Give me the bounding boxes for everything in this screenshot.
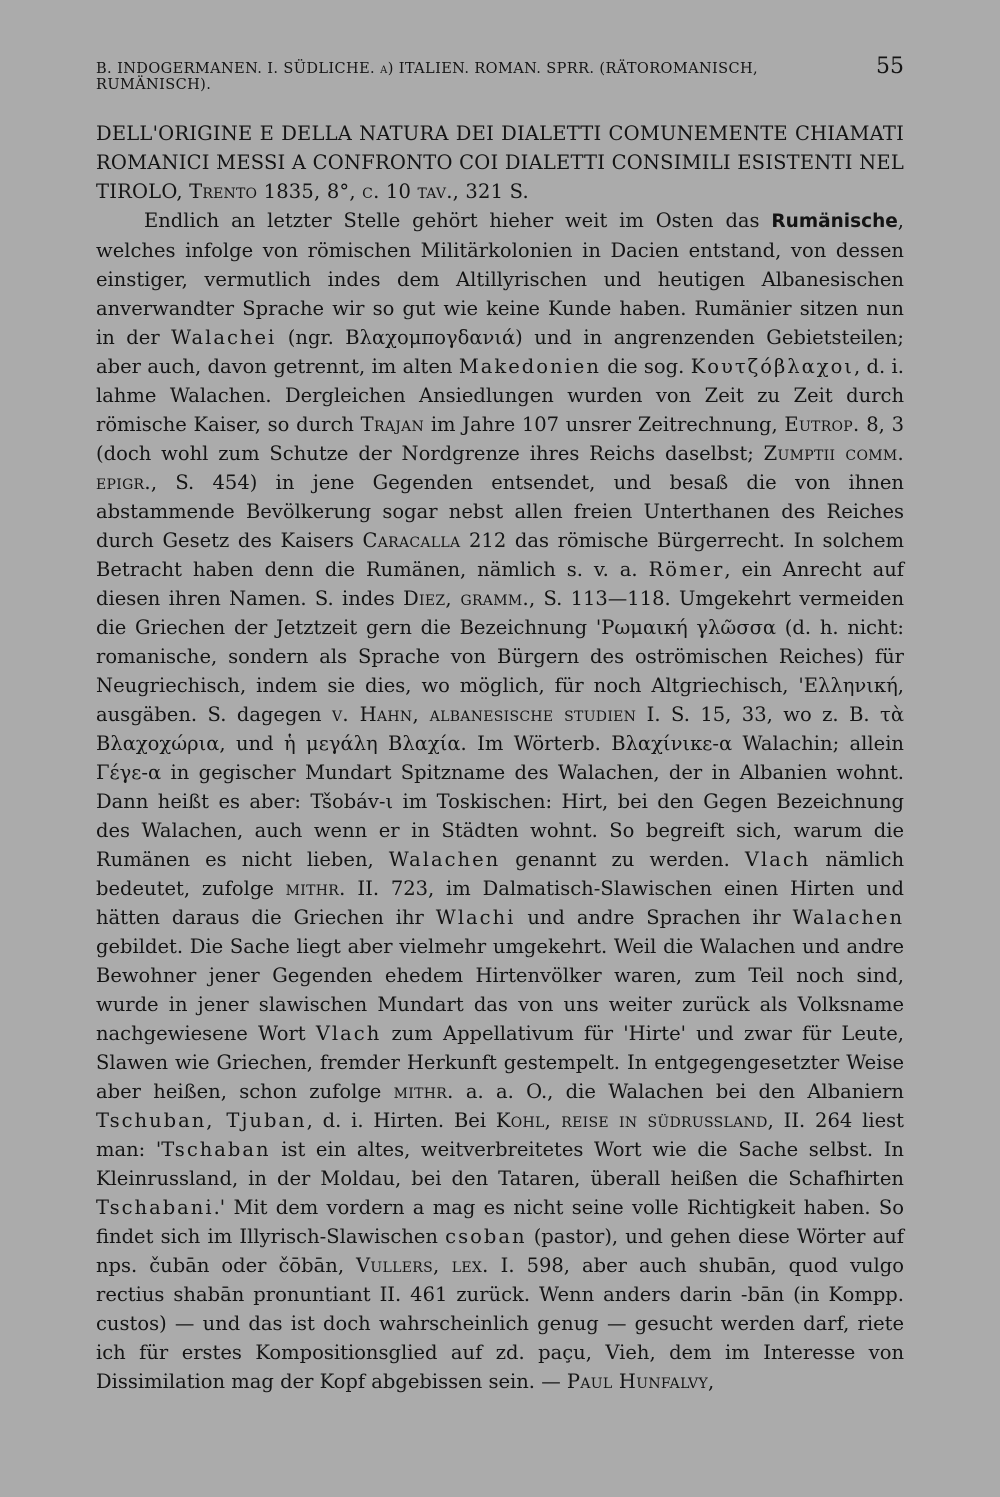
text-run: nämlich bedeutet, zufolge <box>96 848 905 900</box>
text-run: (pastor), und gehen diese Wörter auf nps. čubān oder čōbān, <box>96 1225 904 1277</box>
text-run: , S. 454) in jene Gegenden entsendet, und besaß die von ihnen abstammende Bevölkerung sogar nebst allen freien Unterthanen des Reiches durch Gesetz des Kaisers <box>96 471 904 552</box>
spaced-term: csoban <box>445 1225 527 1248</box>
text-run: , II. 264 liest man: ' <box>96 1109 904 1161</box>
spaced-term: Tschaban <box>161 1138 271 1161</box>
cited-name: Diez, gramm. <box>403 587 529 610</box>
text-run: I. 598, aber auch shubān, quod vulgo rectius shabān pronuntiant II. 461 zurück. Wenn anders darin -bān (in Kompp. custos) — und das ist doch wahrscheinlich genug — gesucht werden darf, riete ich für erstes Kompositionsglied auf zd. paçu, Vieh, dem im Interesse von Dissimilation mag der Kopf abgebissen sein. — <box>96 1254 904 1393</box>
body-paragraph <box>96 206 904 1396</box>
spaced-term: Wlachi <box>435 906 516 929</box>
text-run: I. S. 15, 33, wo z. B. τὰ Βλαχοχώρια, und ἡ μεγάλη Βλαχία. Im Wörterb. Βλαχίνικε-α Walachin; allein Γέγε-α in gegischer Mundart Spitzname des Walachen, der in Albanien wohnt. Dann heißt es aber: Tšobáv-ι im Toskischen: Hirt, bei den Gegen Bezeichnung des Walachen, auch wenn er in Städten wohnt. So begreift sich, warum die Rumänen es nicht lieben, <box>96 703 904 871</box>
text-run: II. 723, im Dalmatisch-Slawischen einen Hirten und hätten daraus die Griechen ihr <box>96 877 904 929</box>
spaced-term: Römer <box>648 558 725 581</box>
cited-name: Zumptii comm. epigr. <box>96 442 904 494</box>
cited-name: mithr. <box>285 877 346 900</box>
text-run: genannt zu werden. <box>500 848 745 871</box>
running-header <box>96 54 904 93</box>
text-run: 212 das römische Bürgerrecht. In solchem Betracht haben denn die Rumänen, nämlich s. v. a. <box>96 529 904 581</box>
text-run: und andre Sprachen ihr <box>515 906 793 929</box>
page-number: 55 <box>876 54 904 79</box>
cited-name: mithr. <box>393 1080 454 1103</box>
text-run: die sog. <box>600 355 691 378</box>
spaced-term: Vlach <box>315 1022 382 1045</box>
cited-name: Kohl, reise in südrussland <box>495 1109 768 1132</box>
text-run: (ngr. Βλαχομπογδανιά) und in angrenzenden Gebietsteilen; aber auch, davon getrennt, im alten <box>96 326 905 378</box>
text-run: Endlich an letzter Stelle gehört hieher weit im Osten das <box>144 209 772 232</box>
text-run: , welches infolge von römischen Militärkolonien in Dacien entstand, von dessen einstiger, vermutlich indes dem Altillyrischen und heutigen Albanesischen anverwandter Sprache wir so gut wie keine Kunde haben. Rumänier sitzen nun in der <box>96 209 904 349</box>
bibliographic-reference: DELL'ORIGINE E DELLA NATURA DEI DIALETTI COMUNEMENTE CHIAMATI ROMANICI MESSI A CONFRONTO COI DIALETTI CONSIMILI ESISTENTI NEL TIROLO, Trento 1835, 8°, c. 10 tav., 321 S. <box>96 122 904 203</box>
text-run: ist ein altes, weitverbreitetes Wort wie die Sache selbst. In Kleinrussland, in der Moldau, bei den Tataren, überall heißen die Schafhirten <box>96 1138 904 1190</box>
text-run: , ein Anrecht auf diesen ihren Namen. S. indes <box>96 558 904 610</box>
spaced-term: Vlach <box>744 848 811 871</box>
spaced-term: Tschabani <box>96 1196 214 1219</box>
spaced-term: Tschuban, Tjuban <box>96 1109 307 1132</box>
cited-name: Trajan <box>360 413 425 436</box>
text-run: 8, 3 (doch wohl zum Schutze der Nordgrenze ihres Reichs daselbst; <box>96 413 904 465</box>
text-run: im Jahre 107 unsrer Zeitrechnung, <box>424 413 785 436</box>
text-run: , S. 113—118. Umgekehrt vermeiden die Griechen der Jetztzeit gern die Bezeichnung 'Ρωμαική γλῶσσα (d. h. nicht: romanische, sondern als Sprache von Bürgern des oströmischen Reiches) für Neugriechisch, indem sie dies, wo möglich, für noch Altgriechisch, 'Ελληνική, ausgäben. S. dagegen <box>96 587 904 726</box>
spaced-term: Walachen <box>388 848 501 871</box>
running-title: B. INDOGERMANEN. I. SÜDLICHE. a) ITALIEN. ROMAN. SPRR. (RÄTOROMANISCH, RUMÄNISCH). <box>96 61 759 93</box>
text-run: zum Appellativum für 'Hirte' und zwar für Leute, Slawen wie Griechen, fremder Herkunft gestempelt. In entgegengesetzter Weise aber heißen, schon zufolge <box>96 1022 904 1103</box>
spaced-term: Walachei <box>171 326 277 349</box>
text-run: a. a. O., die Walachen bei den Albaniern <box>453 1080 904 1103</box>
cited-name: Paul Hunfalvy <box>566 1370 708 1393</box>
text-run: gebildet. Die Sache liegt aber vielmehr umgekehrt. Weil die Walachen und andre Bewohner jener Gegenden ehedem Hirtenvölker waren, zum Teil noch sind, wurde in jener slawischen Mundart das von uns weiter zurück als Volksname nachgewiesene Wort <box>96 935 904 1045</box>
text-run: .' Mit dem vordern a mag es nicht seine volle Richtigkeit haben. So findet sich im Illyrisch-Slawischen <box>96 1196 904 1248</box>
bold-term: Rumänische <box>771 211 898 232</box>
cited-name: v. Hahn, albanesische studien <box>332 703 637 726</box>
spaced-term: Makedonien <box>458 355 601 378</box>
cited-name: Eutrop. <box>784 413 860 436</box>
text-run: , d. i. Hirten. Bei <box>306 1109 496 1132</box>
spaced-term: Κουτζόβλαχοι <box>690 355 854 378</box>
text-run: , <box>707 1370 715 1393</box>
cited-name: Caracalla <box>362 529 461 552</box>
text-run: , d. i. lahme Walachen. Dergleichen Ansiedlungen wurden von Zeit zu Zeit durch römische Kaiser, so durch <box>96 355 904 436</box>
cited-name: Vullers, lex. <box>356 1254 489 1277</box>
spaced-term: Walachen <box>792 906 905 929</box>
